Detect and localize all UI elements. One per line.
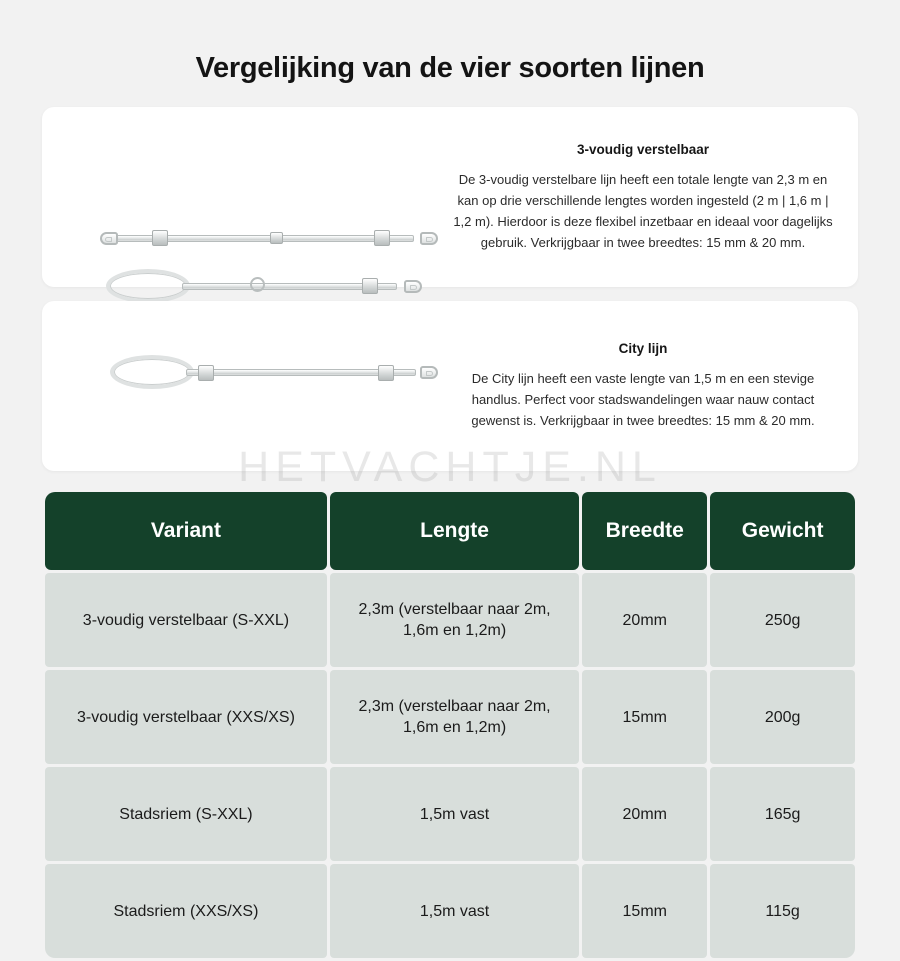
cell-variant: Stadsriem (XXS/XS) bbox=[45, 864, 327, 958]
leash-ring bbox=[250, 277, 265, 292]
cell-breedte: 15mm bbox=[582, 864, 707, 958]
card-body: De 3-voudig verstelbare lijn heeft een totale lengte van 2,3 m en kan op drie verschillende lengtes worden ingesteld (2 m | 1,6 m | 1,2 m). Hierdoor is deze flexibel inzetbaar en ideaal voor dagelijks gebruik. Verkrijgbaar in twee breedtes: 15 mm & 20 mm. bbox=[453, 171, 833, 250]
leash-illustration-city bbox=[42, 301, 442, 471]
table-row bbox=[45, 864, 855, 958]
leash-slider bbox=[374, 230, 390, 246]
cell-lengte: 2,3m (verstelbaar naar 2m, 1,6m en 1,2m) bbox=[330, 670, 579, 764]
comparison-table bbox=[42, 489, 858, 961]
table-header-gewicht: Gewicht bbox=[710, 492, 855, 570]
cell-lengte: 1,5m vast bbox=[330, 864, 579, 958]
table-header-breedte: Breedte bbox=[582, 492, 707, 570]
watermark: HETVACHTJE.NL bbox=[238, 443, 662, 492]
leash-clip-icon bbox=[404, 280, 422, 293]
table-row bbox=[45, 767, 855, 861]
leash-clip-icon bbox=[100, 232, 118, 245]
info-card-city bbox=[42, 301, 858, 471]
infographic-page bbox=[0, 19, 900, 919]
info-card-text-adjustable bbox=[442, 142, 858, 253]
cell-gewicht: 250g bbox=[710, 573, 855, 667]
table-header-lengte: Lengte bbox=[330, 492, 579, 570]
card-heading: 3-voudig verstelbaar bbox=[576, 141, 710, 157]
cell-gewicht: 115g bbox=[710, 864, 855, 958]
table-row bbox=[45, 670, 855, 764]
card-body: De City lijn heeft een vaste lengte van 1,5 m en een stevige handlus. Perfect voor stadswandelingen waar nauw contact gewenst is. Verkrijgbaar in twee breedtes: 15 mm & 20 mm. bbox=[471, 371, 815, 429]
cell-gewicht: 165g bbox=[710, 767, 855, 861]
leash-handle bbox=[110, 355, 194, 389]
leash-slider bbox=[362, 278, 378, 294]
cell-breedte: 20mm bbox=[582, 573, 707, 667]
cell-variant: 3-voudig verstelbaar (S-XXL) bbox=[45, 573, 327, 667]
leash-slider bbox=[378, 365, 394, 381]
cell-variant: 3-voudig verstelbaar (XXS/XS) bbox=[45, 670, 327, 764]
cell-lengte: 2,3m (verstelbaar naar 2m, 1,6m en 1,2m) bbox=[330, 573, 579, 667]
cell-breedte: 15mm bbox=[582, 670, 707, 764]
leash-handle bbox=[106, 269, 190, 303]
table-header-row bbox=[45, 492, 855, 570]
cell-lengte: 1,5m vast bbox=[330, 767, 579, 861]
leash-slider bbox=[152, 230, 168, 246]
card-heading: City lijn bbox=[618, 341, 668, 357]
cell-variant: Stadsriem (S-XXL) bbox=[45, 767, 327, 861]
info-card-text-city bbox=[442, 341, 858, 431]
table-header-variant: Variant bbox=[45, 492, 327, 570]
leash-clip-icon bbox=[420, 232, 438, 245]
leash-clip-icon bbox=[420, 366, 438, 379]
table-row bbox=[45, 573, 855, 667]
leash-illustration-adjustable bbox=[42, 107, 442, 287]
leash-slider bbox=[198, 365, 214, 381]
cell-breedte: 20mm bbox=[582, 767, 707, 861]
cell-gewicht: 200g bbox=[710, 670, 855, 764]
info-card-adjustable bbox=[42, 107, 858, 287]
leash-slider bbox=[270, 232, 283, 244]
page-title: Vergelijking van de vier soorten lijnen bbox=[195, 52, 705, 85]
